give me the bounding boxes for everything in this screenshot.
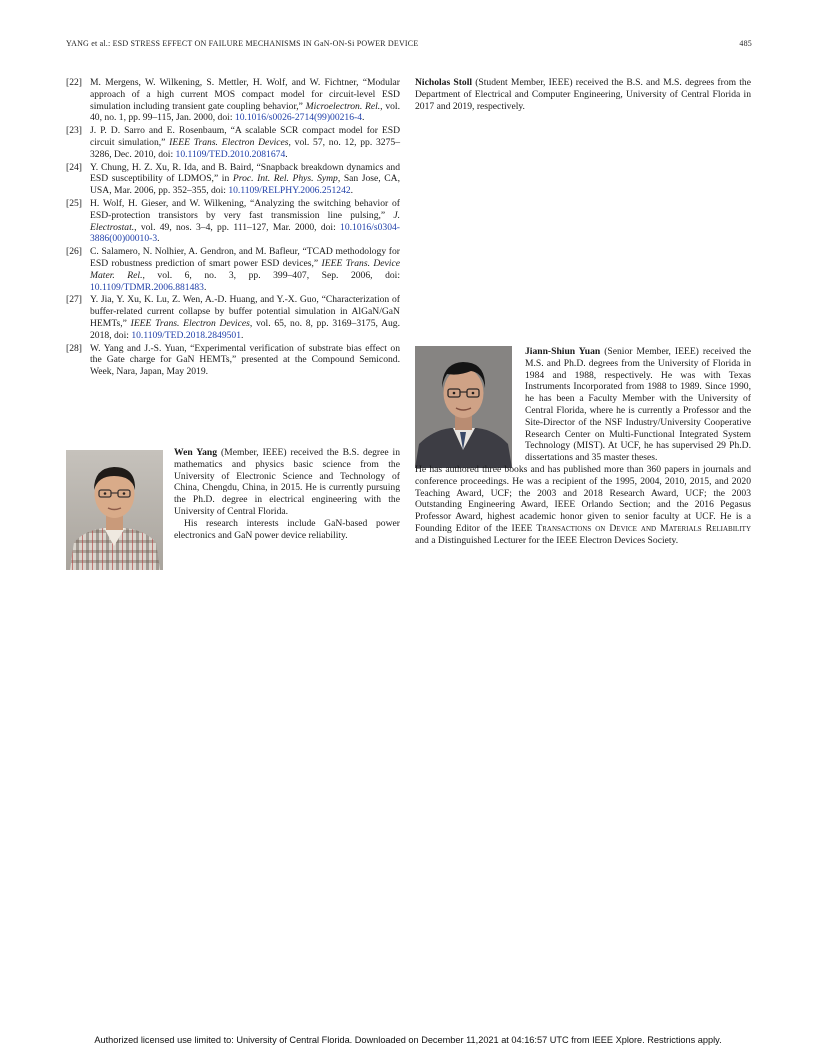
reference-list: [66, 77, 400, 378]
bio-text: (Member, IEEE) received the B.S. degree in mathematics and physics basic science from the University of Electronic Science and Technology of China, Chengdu, China, in 2015. He is currently pursuing the Ph.D. degree in electrical engineering with the University of Central Florida.: [174, 447, 400, 517]
reference-number: [28]: [66, 342, 82, 354]
reference-text: C. Salamero, N. Nolhier, A. Gendron, and M. Bafleur, “TCAD methodology for ESD robustness prediction of smart power ESD devices,”: [90, 246, 400, 269]
bio-text: He has authored three books and has published more than 360 papers in journals and conference proceedings. He was a recipient of the 1995, 2004, 2010, 2015, and 2020 Teaching Award, UCF; the 2003 and 2018 Research Award, UCF; the 2003 Outstanding Engineering Award, IEEE Orlando Section; and the 2016 Pegasus Professor Award, highest academic honor given to senior faculty at UCF. He is a Founding Editor of the IEEE: [415, 463, 751, 534]
doi-link[interactable]: 10.1016/s0304-3886(00)00010-3: [90, 221, 400, 245]
bio-wrap-block: [525, 346, 751, 464]
author-name: Jiann-Shiun Yuan: [525, 346, 601, 357]
bio-text: (Student Member, IEEE) received the B.S. and M.S. degrees from the Department of Electrical and Computer Engineering, University of Central Florida in 2017 and 2019, respectively.: [415, 77, 751, 112]
reference-number: [25]: [66, 197, 82, 209]
reference-27: [66, 294, 400, 341]
author-name: Nicholas Stoll: [415, 77, 473, 88]
reference-23: [66, 125, 400, 160]
reference-details: , vol. 40, no. 1, pp. 99–115, Jan. 2000, doi:: [90, 100, 400, 124]
reference-text: W. Yang and J.-S. Yuan, “Experimental verification of substrate bias effect on the Gate charge for GaN HEMTs,” presented at the Compound Semicond. Week, Nara, Japan, May 2019.: [90, 342, 400, 378]
doi-link[interactable]: 10.1109/RELPHY.2006.251242: [228, 185, 351, 197]
reference-number: [23]: [66, 125, 82, 137]
reference-end: .: [362, 112, 365, 124]
portrait-image: [66, 450, 163, 570]
reference-end: .: [285, 148, 288, 160]
reference-details: , San Jose, CA, USA, Mar. 2006, pp. 352–355, doi:: [90, 173, 400, 197]
reference-end: .: [241, 329, 244, 341]
reference-details: , vol. 49, nos. 3–4, pp. 111–127, Mar. 2000, doi:: [134, 221, 336, 233]
reference-details: , vol. 65, no. 8, pp. 3169–3175, Aug. 2018, doi:: [90, 317, 400, 341]
doi-link[interactable]: 10.1109/TED.2010.2081674: [175, 148, 286, 160]
bio-paragraph-1: [174, 447, 400, 518]
reference-venue: Microelectron. Rel.: [305, 100, 381, 112]
doi-link[interactable]: 10.1109/TDMR.2006.881483: [90, 281, 204, 293]
reference-text: Y. Jia, Y. Xu, K. Lu, Z. Wen, A.-D. Huang, and Y.-X. Guo, “Characterization of buffer-related current collapse by buffer potential simulation in AlGaN/GaN HEMTs,”: [90, 294, 400, 329]
bio-text: (Senior Member, IEEE) received the M.S. and Ph.D. degrees from the University of Florida in 1984 and 1988, respectively. He was with Texas Instruments Incorporated from 1988 to 1989. Since 1990, he has been a Faculty Member with the University of Central Florida, where he is currently a Professor and the Site-Director of the NSF Industry/University Cooperative Research Center on Multi-Functional Integrated System Technology (MIST). At UCF, he has supervised 29 Ph.D. dissertations and 35 master theses.: [525, 346, 751, 464]
page-number: 485: [739, 39, 752, 48]
reference-28: [66, 343, 400, 378]
reference-end: .: [350, 185, 354, 197]
doi-link[interactable]: 10.1016/s0026-2714(99)00216-4: [234, 112, 362, 124]
bio-full-width-block: [415, 464, 751, 547]
reference-text: H. Wolf, H. Gieser, and W. Wilkening, “Analyzing the switching behavior of ESD-protection transistors by very fast transmission line pulsing,”: [90, 197, 400, 221]
reference-number: [26]: [66, 246, 82, 258]
reference-text: J. P. D. Sarro and E. Rosenbaum, “A scalable SCR compact model for ESD circuit simulation,”: [90, 125, 400, 148]
bio-paragraph: [415, 346, 751, 547]
reference-26: [66, 246, 400, 293]
license-footer: Authorized licensed use limited to: University of Central Florida. Downloaded on December 11,2021 at 04:16:57 UTC from IEEE Xplore. Restrictions apply.: [94, 1035, 722, 1045]
reference-text: Y. Chung, H. Z. Xu, R. Ida, and B. Baird, “Snapback breakdown dynamics and ESD susceptibility of LDMOS,” in: [90, 161, 400, 185]
journal-name: Transactions on Device and Materials Reliability: [536, 522, 751, 534]
reference-end: .: [203, 281, 207, 293]
biography-nicholas-stoll: [415, 77, 751, 112]
doi-link[interactable]: 10.1109/TED.2018.2849501: [131, 329, 242, 341]
reference-details: , vol. 6, no. 3, pp. 399–407, Sep. 2006, doi:: [142, 269, 400, 281]
reference-text: M. Mergens, W. Wilkening, S. Mettler, H. Wolf, and W. Fichtner, “Modular approach of a high current MOS compact model for circuit-level ESD simulation including transient gate coupling behavior,”: [90, 77, 400, 112]
reference-details: , vol. 57, no. 12, pp. 3275–3286, Dec. 2010, doi:: [90, 136, 400, 160]
reference-end: .: [157, 233, 160, 245]
reference-venue: Proc. Int. Rel. Phys. Symp: [232, 173, 338, 185]
reference-venue: IEEE Trans. Electron Devices: [169, 136, 289, 148]
author-name: Wen Yang: [174, 447, 218, 458]
running-title: YANG et al.: ESD STRESS EFFECT ON FAILURE MECHANISMS IN GaN-ON-Si POWER DEVICE: [66, 39, 419, 48]
bio-paragraph: [415, 77, 751, 112]
bio-text: and a Distinguished Lecturer for the IEEE Electron Devices Society.: [415, 534, 679, 546]
author-photo-wen-yang: [66, 450, 163, 570]
reference-venue: IEEE Trans. Device Mater. Rel.: [90, 257, 400, 281]
reference-venue: J. Electrostat.: [90, 209, 400, 233]
bio-paragraph-2: [174, 518, 400, 542]
reference-venue: IEEE Trans. Electron Devices: [130, 317, 250, 329]
reference-22: [66, 77, 400, 124]
biography-wen-yang: [174, 447, 400, 541]
reference-number: [22]: [66, 77, 82, 88]
reference-24: [66, 162, 400, 197]
reference-number: [24]: [66, 161, 82, 173]
reference-number: [27]: [66, 294, 82, 306]
bio-text: His research interests include GaN-based power electronics and GaN power device reliability.: [174, 517, 400, 541]
biography-jiann-shiun-yuan: [415, 346, 751, 547]
reference-25: [66, 198, 400, 245]
